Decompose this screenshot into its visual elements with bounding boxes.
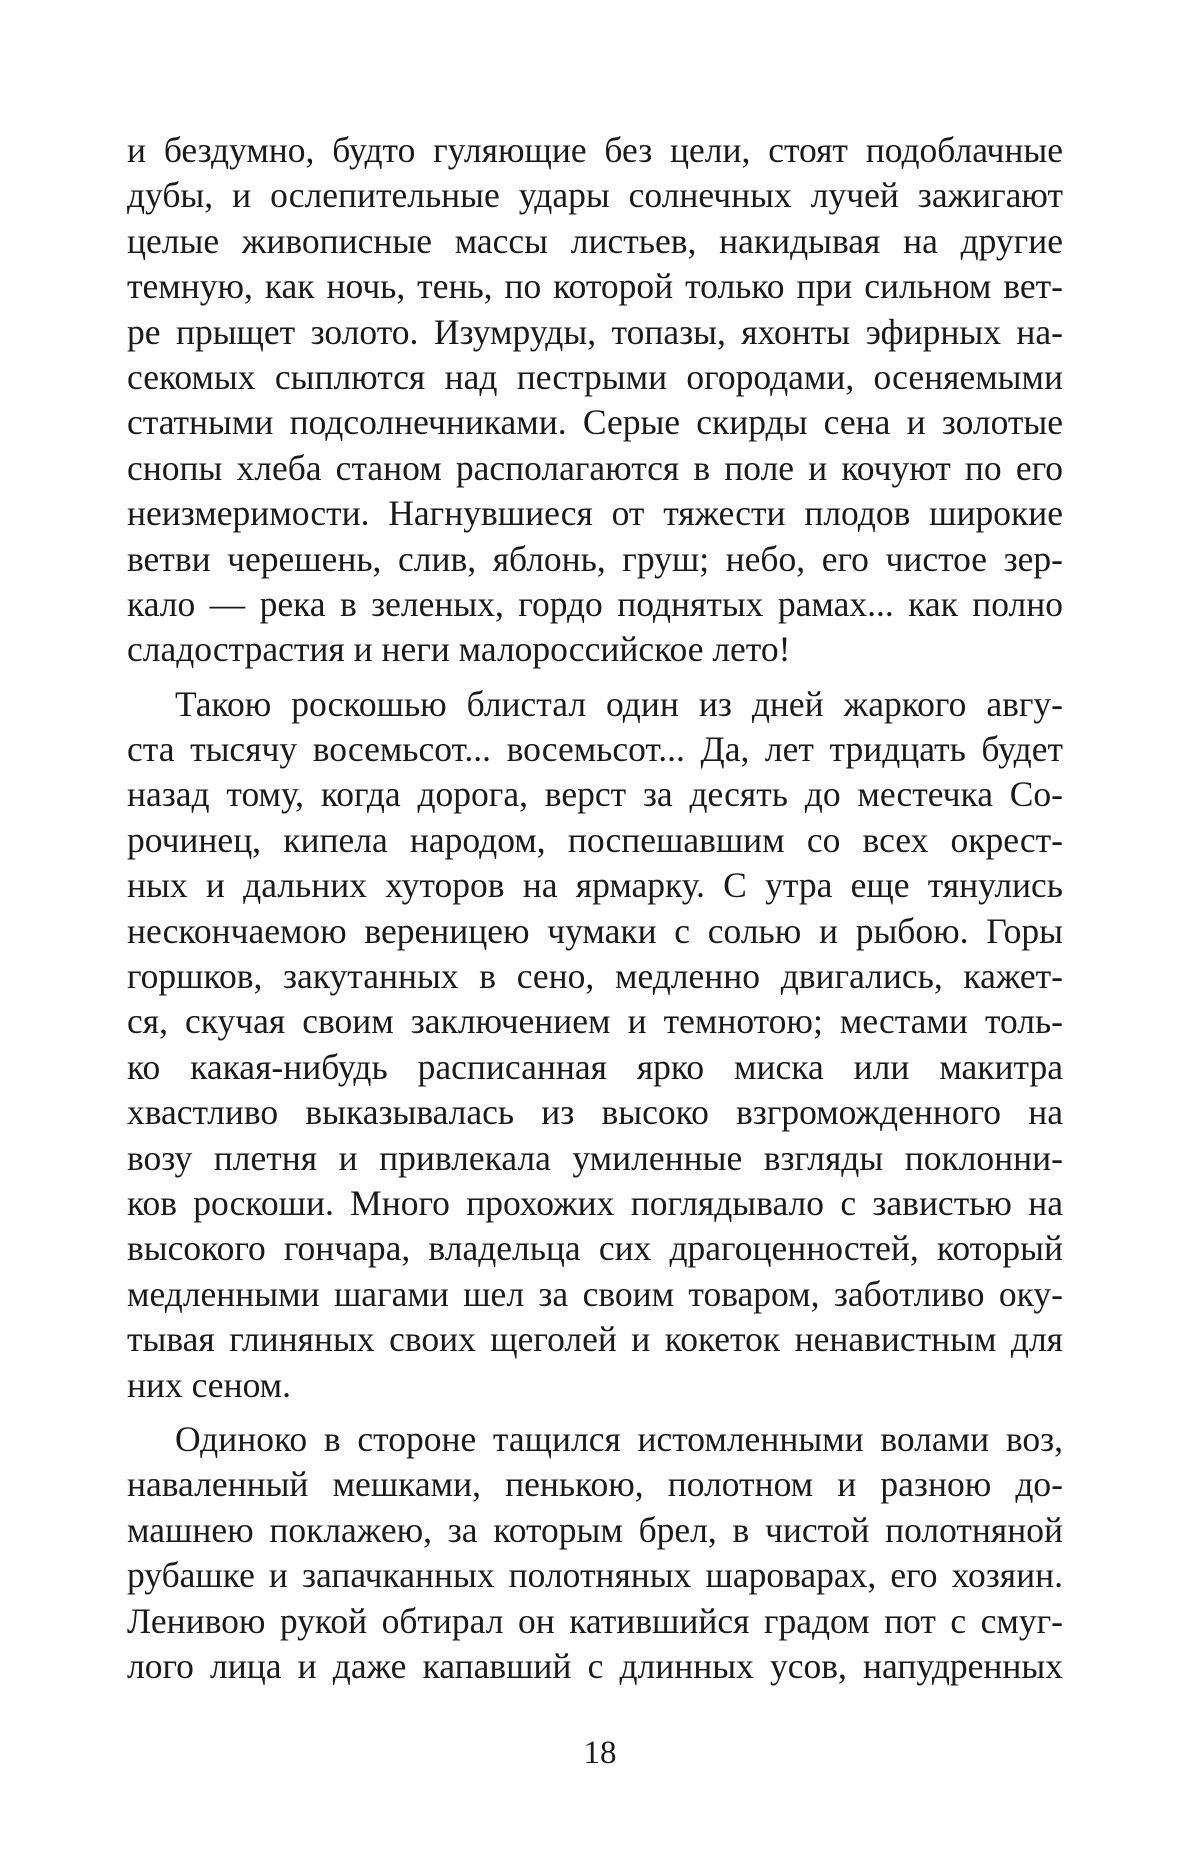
text-line: возу плетня и привлекала умиленные взгляды поклонни- bbox=[127, 1137, 1063, 1178]
text-line: дубы, и ослепительные удары солнечных лучей зажигают bbox=[127, 175, 1063, 216]
text-line: ся, скучая своим заключением и темнотою; местами толь- bbox=[127, 1001, 1063, 1042]
text-line: кало — река в зеленых, гордо поднятых рамах... как полно bbox=[127, 583, 1063, 624]
text-line: ре прыщет золото. Изумруды, топазы, яхонты эфирных на- bbox=[127, 311, 1063, 352]
text-line: горшков, закутанных в сено, медленно двигались, кажет- bbox=[127, 956, 1063, 997]
text-line: статными подсолнечниками. Серые скирды сена и золотые bbox=[127, 402, 1063, 443]
text-line: секомых сыплются над пестрыми огородами, осеняемыми bbox=[127, 356, 1063, 397]
text-line: целые живописные массы листьев, накидывая на другие bbox=[127, 220, 1063, 261]
text-line: ста тысячу восемьсот... восемьсот... Да, лет тридцать будет bbox=[127, 729, 1063, 770]
text-line: лого лица и даже капавший с длинных усов, напудренных bbox=[127, 1645, 1063, 1686]
text-line: снопы хлеба станом располагаются в поле и кочуют по его bbox=[127, 447, 1063, 488]
text-line: наваленный мешками, пенькою, полотном и разною до- bbox=[127, 1464, 1063, 1505]
text-line: рочинец, кипела народом, поспешавшим со всех окрест- bbox=[127, 819, 1063, 860]
text-line: темную, как ночь, тень, по которой только при сильном вет- bbox=[127, 266, 1063, 307]
body-text bbox=[127, 128, 1063, 1689]
text-line: медленными шагами шел за своим товаром, заботливо оку- bbox=[127, 1273, 1063, 1314]
text-line: них сеном. bbox=[127, 1364, 291, 1405]
text-line: высокого гончара, владельца сих драгоценностей, который bbox=[127, 1228, 1063, 1269]
text-line: Одиноко в стороне тащился истомленными волами воз, bbox=[175, 1418, 1063, 1459]
text-line: ков роскоши. Много прохожих поглядывало с завистью на bbox=[127, 1182, 1063, 1223]
text-line: Такою роскошью блистал один из дней жаркого авгу- bbox=[175, 683, 1063, 724]
text-line: и бездумно, будто гуляющие без цели, стоят подоблачные bbox=[127, 130, 1063, 170]
text-line: Ленивою рукой обтирал он катившийся градом пот с смуг- bbox=[127, 1600, 1063, 1641]
text-line: ных и дальних хуторов на ярмарку. С утра еще тянулись bbox=[127, 865, 1063, 906]
paragraph bbox=[127, 128, 1063, 673]
paragraph-gap bbox=[127, 1408, 1063, 1417]
text-line: рубашке и запачканных полотняных шароварах, его хозяин. bbox=[127, 1555, 1063, 1596]
text-line: нескончаемою вереницею чумаки с солью и рыбою. Горы bbox=[127, 910, 1063, 951]
paragraph bbox=[127, 682, 1063, 1408]
paragraph bbox=[127, 1417, 1063, 1689]
text-line: хвастливо выказывалась из высоко взгроможденного на bbox=[127, 1092, 1063, 1133]
text-line: неизмеримости. Нагнувшиеся от тяжести плодов широкие bbox=[127, 493, 1063, 534]
text-line: тывая глиняных своих щеголей и кокеток ненавистным для bbox=[127, 1319, 1063, 1360]
text-line: ко какая-нибудь расписанная ярко миска или макитра bbox=[127, 1046, 1063, 1087]
text-line: сладострастия и неги малороссийское лето! bbox=[127, 629, 791, 670]
paragraph-gap bbox=[127, 673, 1063, 682]
text-line: назад тому, когда дорога, верст за десять до местечка Со- bbox=[127, 774, 1063, 815]
text-line: ветви черешень, слив, яблонь, груш; небо, его чистое зер- bbox=[127, 538, 1063, 579]
text-line: машнею поклажею, за которым брел, в чистой полотняной bbox=[127, 1509, 1063, 1550]
page-number: 18 bbox=[583, 1735, 617, 1771]
